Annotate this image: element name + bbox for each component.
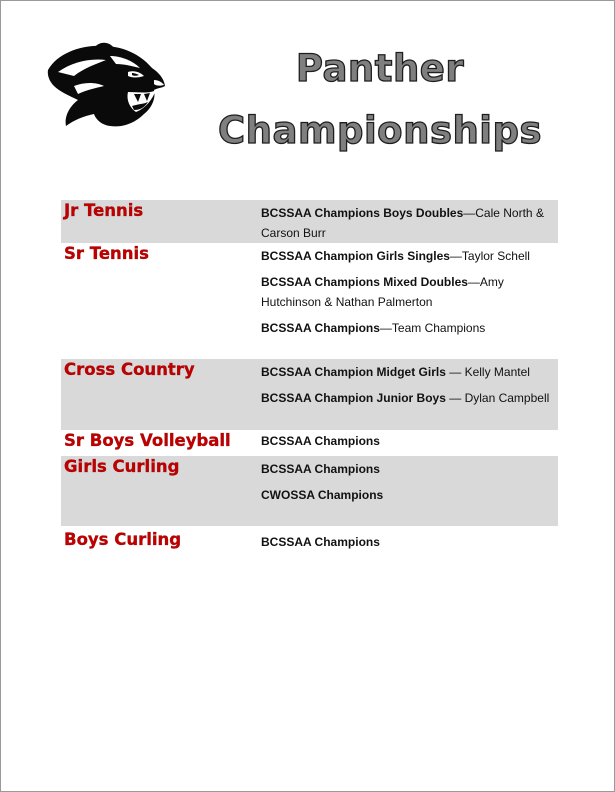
entry-detail: —Cale North & Carson Burr [261,206,544,240]
entries-cell [261,529,558,557]
entry-detail: —Taylor Schell [449,249,530,263]
entry-detail: —Amy Hutchinson & Nathan Palmerton [261,275,504,309]
entry-title: BCSSAA Champions [261,462,380,476]
championship-entry [261,362,552,382]
championship-entry [261,459,552,479]
entry-title: BCSSAA Champions [261,434,380,448]
sport-name: Sr Boys Volleyball [64,431,231,450]
championship-entry [261,272,552,312]
championship-entry [261,431,552,451]
table-row [61,200,558,243]
sport-name: Jr Tennis [64,201,144,220]
entry-detail: —Team Champions [379,321,486,335]
page-title-line2: Championships [218,109,542,152]
championship-entry [261,318,552,338]
table-row [61,430,558,456]
championship-entry [261,203,552,243]
sport-name: Girls Curling [64,457,180,476]
table-row [61,359,558,430]
championship-entry [261,485,552,505]
entries-cell [261,430,558,456]
panther-logo [44,42,168,132]
entries-cell [261,456,558,526]
entry-title: BCSSAA Champion Midget Girls [261,365,446,379]
championship-entry [261,246,552,266]
panther-head-icon [44,42,168,132]
entry-detail: — Kelly Mantel [445,365,530,379]
table-row [61,526,558,557]
entry-detail: — Dylan Campbell [445,391,550,405]
entry-title: BCSSAA Champions [261,535,380,549]
entries-cell [261,243,558,359]
sport-name: Boys Curling [64,530,182,549]
entry-title: BCSSAA Champions Mixed Doubles [261,275,468,289]
championship-entry [261,532,552,552]
entry-title: BCSSAA Champions Boys Doubles [261,206,464,220]
championship-entry [261,388,552,408]
table-row [61,243,558,359]
page-title-line1: Panther [295,47,465,90]
entries-cell [261,200,558,243]
championships-table [61,200,558,557]
entry-title: CWOSSA Champions [261,488,384,502]
table-row [61,456,558,526]
entry-title: BCSSAA Champions [261,321,380,335]
sport-name: Sr Tennis [64,244,149,263]
entries-cell [261,359,558,430]
entry-title: BCSSAA Champion Girls Singles [261,249,450,263]
sport-name: Cross Country [64,360,195,379]
entry-title: BCSSAA Champion Junior Boys [261,391,446,405]
